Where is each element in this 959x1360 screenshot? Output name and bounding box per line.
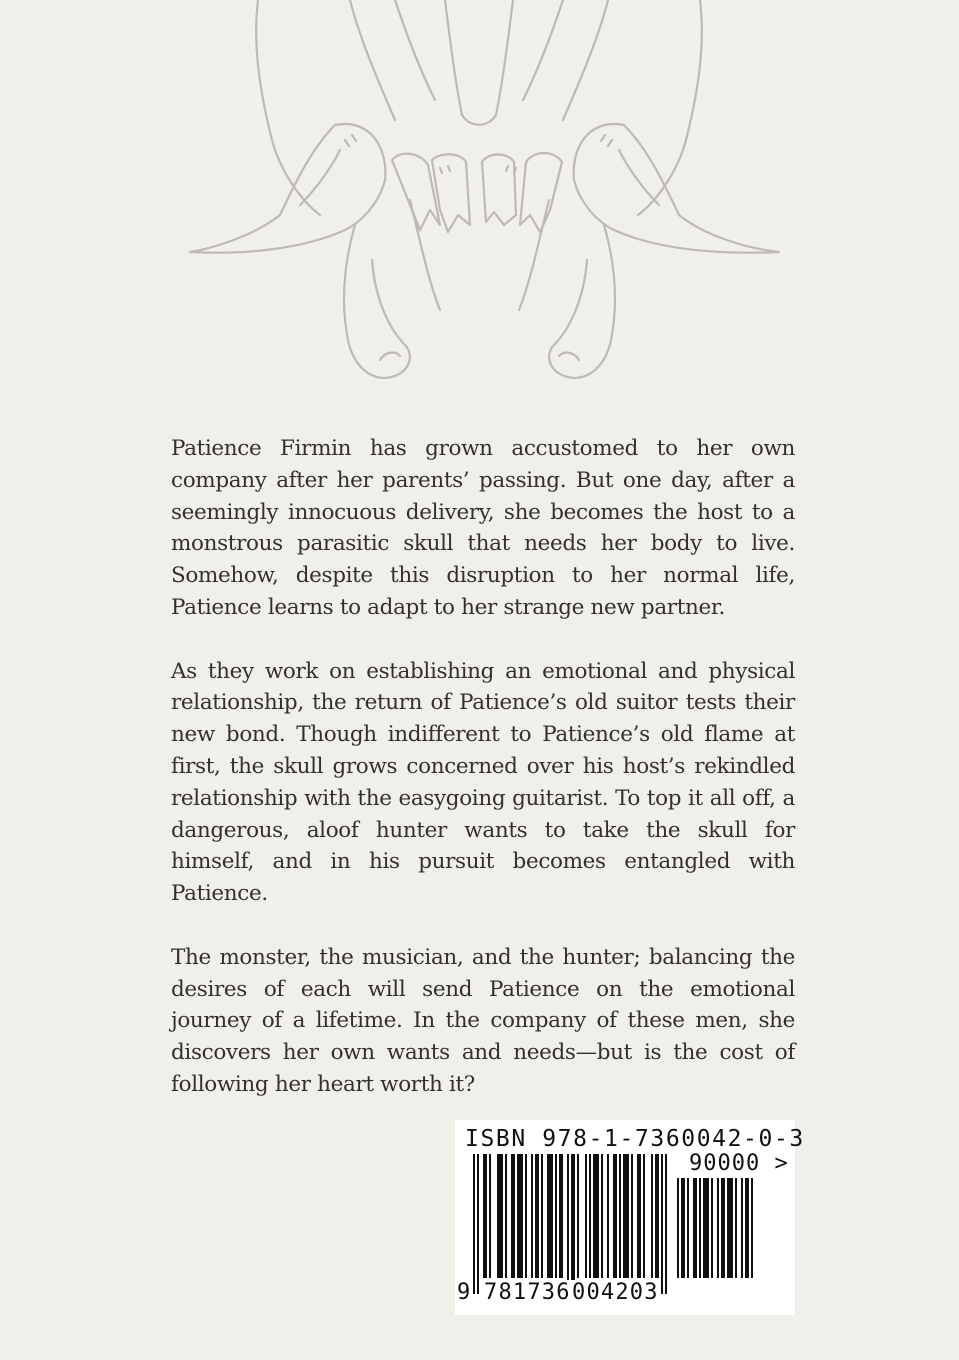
barcode-bar <box>541 1154 543 1278</box>
barcode-bar <box>585 1154 587 1278</box>
barcode-bar <box>483 1154 487 1278</box>
barcode-bar <box>687 1178 689 1278</box>
barcode-bar <box>643 1154 645 1278</box>
barcode-bar <box>473 1154 475 1294</box>
barcode-bar <box>477 1154 479 1294</box>
ean-left-group: 781736 <box>484 1280 571 1305</box>
barcode-bar <box>601 1154 603 1278</box>
barcode-bar <box>571 1154 575 1294</box>
barcode-bar <box>567 1154 569 1294</box>
barcode-bar <box>559 1154 563 1278</box>
barcode-bar <box>631 1154 633 1278</box>
blurb-paragraph-1: Patience Firmin has grown accustomed to her own company after her parents’ passing. But one day, after a seemingly innocuous delivery, she becomes the host to a monstrous parasitic skull that needs her body to live. Somehow, despite this disruption to her normal life, Patience learns to adapt to her strange new partner. <box>171 436 795 620</box>
barcode-bar <box>637 1154 641 1278</box>
barcode-bar <box>593 1154 599 1278</box>
barcode-bar <box>651 1154 653 1278</box>
barcode-bar <box>699 1178 701 1278</box>
ean-right-group: 004203 <box>572 1280 659 1305</box>
barcode-bar <box>681 1178 685 1278</box>
blurb-paragraph-3: The monster, the musician, and the hunter; balancing the desires of each will send Patience on the emotional journey of a lifetime. In the company of these men, she discovers her own wants and needs—but is the cost of following her heart worth it? <box>171 944 795 1097</box>
barcode-bar <box>717 1178 719 1278</box>
barcode-bar <box>623 1154 629 1278</box>
ean-barcode-bars <box>473 1154 669 1294</box>
barcode-bar <box>727 1178 733 1278</box>
barcode-bar <box>555 1154 557 1278</box>
barcode-bar <box>661 1154 663 1294</box>
barcode-bar <box>619 1154 621 1278</box>
skull-jaw-line-art-icon <box>0 0 959 420</box>
barcode-bar <box>577 1154 579 1278</box>
barcode-bar <box>655 1154 659 1278</box>
book-blurb <box>171 433 795 1133</box>
blurb-paragraph-2: As they work on establishing an emotional and physical relationship, the return of Patience’s old suitor tests their new bond. Though indifferent to Patience’s old flame at first, the skull grows concerned over his host’s rekindled relationship with the easygoing guitarist. To top it all off, a dangerous, aloof hunter wants to take the skull for himself, and in his pursuit becomes entangled with Patience. <box>171 658 795 907</box>
barcode-bar <box>547 1154 553 1278</box>
barcode-bar <box>589 1154 591 1278</box>
barcode-bar <box>693 1178 697 1278</box>
barcode-bar <box>735 1178 737 1278</box>
barcode-bar <box>703 1178 709 1278</box>
barcode-bar <box>665 1154 667 1294</box>
barcode-bar <box>517 1154 523 1278</box>
barcode-bar <box>745 1178 749 1278</box>
barcode-bar <box>613 1154 617 1278</box>
price-code: 90000 > <box>689 1151 789 1176</box>
barcode-bar <box>531 1154 533 1278</box>
barcode-bar <box>497 1154 503 1278</box>
barcode-bar <box>525 1154 527 1278</box>
isbn-barcode <box>455 1120 805 1315</box>
barcode-bar <box>751 1178 753 1278</box>
barcode-bar <box>607 1154 609 1278</box>
barcode-bar <box>511 1154 515 1278</box>
barcode-bar <box>711 1178 713 1278</box>
barcode-bar <box>741 1178 743 1278</box>
barcode-bar <box>489 1154 491 1278</box>
isbn-label: ISBN 978-1-7360042-0-3 <box>465 1126 805 1152</box>
barcode-bar <box>535 1154 539 1278</box>
barcode-bar <box>721 1178 725 1278</box>
barcode-bar <box>505 1154 507 1278</box>
ean-first-digit: 9 <box>457 1280 471 1305</box>
barcode-bar <box>677 1178 679 1278</box>
addon-barcode-bars <box>677 1178 783 1294</box>
